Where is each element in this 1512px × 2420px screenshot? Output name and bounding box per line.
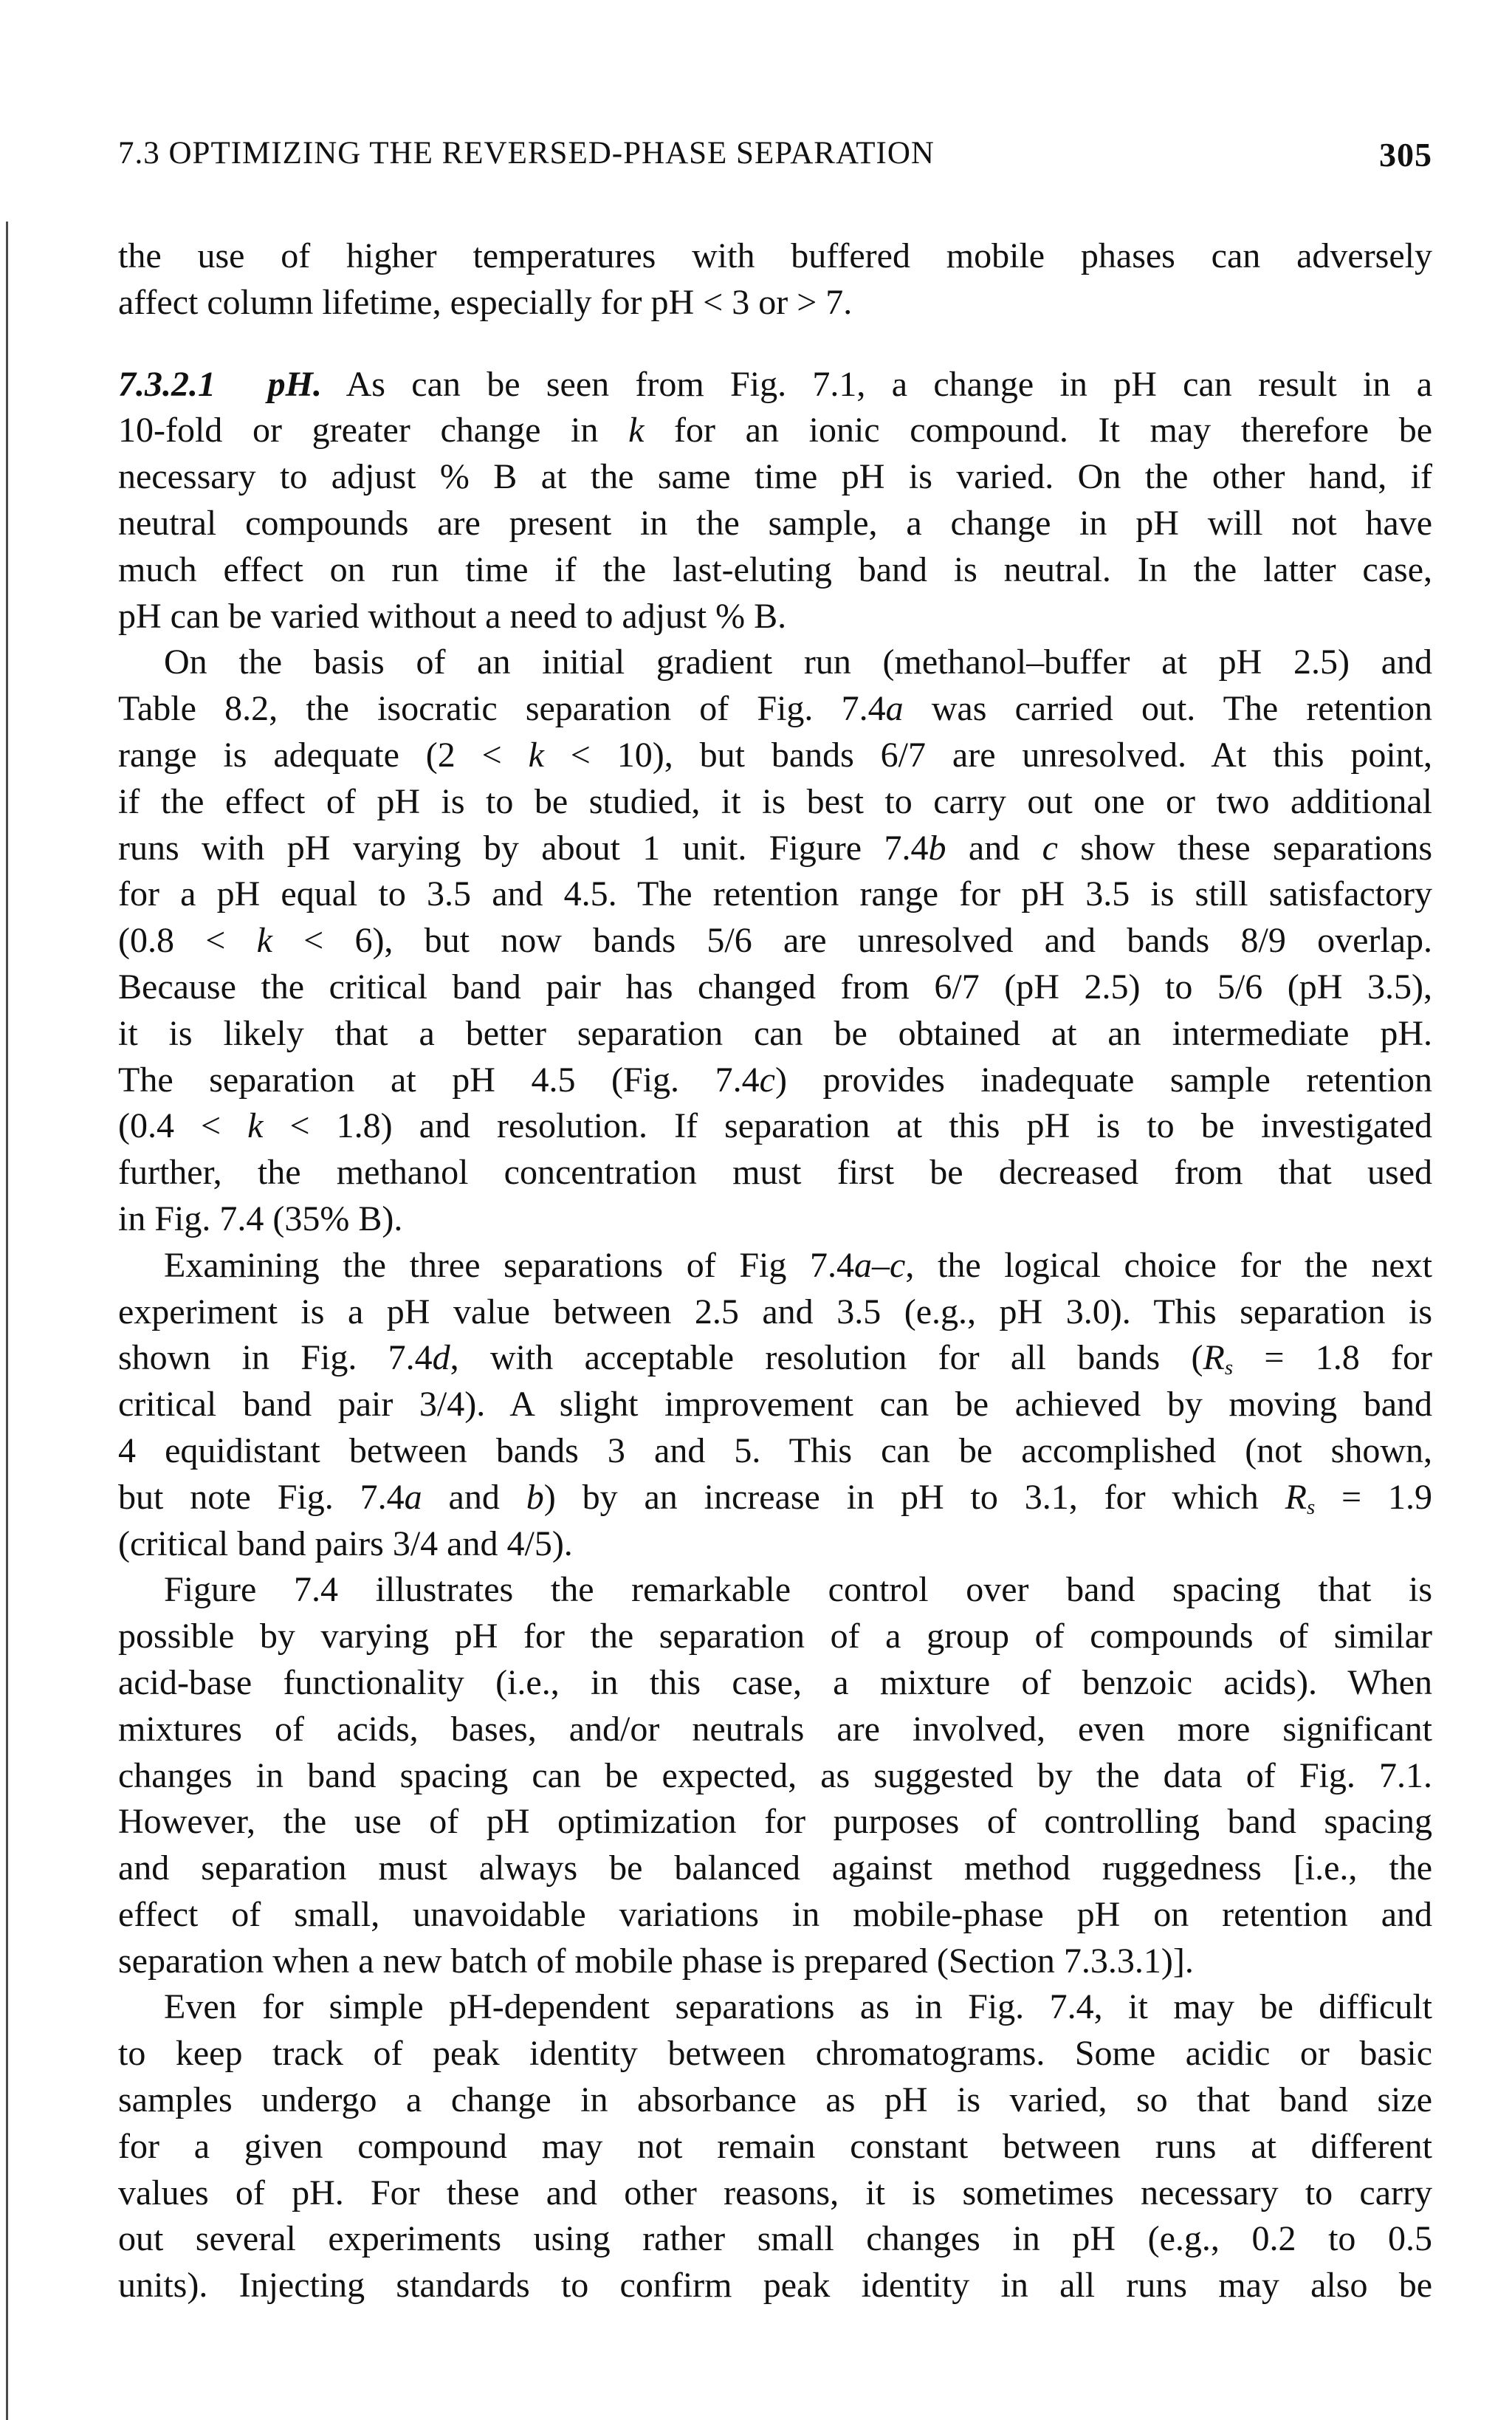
text-line: to keep track of peak identity between chromatograms. Some acidic or basic [118, 2034, 1432, 2074]
text-line: Table 8.2, the isocratic separation of Fig. 7.4a was carried out. The retention [118, 689, 1433, 729]
text-line: the use of higher temperatures with buffered mobile phases can adversely [118, 236, 1432, 275]
text-line: 4 equidistant between bands 3 and 5. This can be accomplished (not shown, [118, 1430, 1432, 1470]
text-line: for a given compound may not remain constant between runs at different [118, 2126, 1432, 2166]
text-line: it is likely that a better separation can be obtained at an intermediate pH. [118, 1013, 1432, 1053]
text-line: much effect on run time if the last-eluting band is neutral. In the latter case, [118, 549, 1432, 589]
text-line: (0.4 < k < 1.8) and resolution. If separation at this pH is to be investigated [118, 1106, 1432, 1146]
text-line: units). Injecting standards to confirm peak identity in all runs may also be [118, 2266, 1432, 2306]
text-line: out several experiments using rather small changes in pH (e.g., 0.2 to 0.5 [118, 2219, 1432, 2259]
text-line: acid-base functionality (i.e., in this case, a mixture of benzoic acids). When [118, 1662, 1432, 1702]
page-number: 305 [1379, 136, 1432, 174]
text-line: 10-fold or greater change in k for an ionic compound. It may therefore be [118, 411, 1433, 450]
text-line: shown in Fig. 7.4d, with acceptable resolution for all bands ($R_s = 1.8$ for [118, 1338, 1432, 1380]
text-line: affect column lifetime, especially for pH < 3 or > 7. [118, 282, 853, 322]
text-line: critical band pair 3/4). A slight improvement can be achieved by moving band [118, 1385, 1432, 1425]
text-line: 7.3.2.1 pH. As can be seen from Fig. 7.1, a change in pH can result in a [118, 364, 1432, 404]
text-line: for a pH equal to 3.5 and 4.5. The retention range for pH 3.5 is still satisfactory [118, 874, 1432, 914]
text-line: However, the use of pH optimization for purposes of controlling band spacing [118, 1802, 1432, 1842]
text-line: Because the critical band pair has changed from 6/7 (pH 2.5) to 5/6 (pH 3.5), [118, 967, 1432, 1007]
text-line: range is adequate (2 < k < 10), but bands 6/7 are unresolved. At this point, [118, 735, 1432, 775]
text-line: (critical band pairs 3/4 and 4/5). [118, 1523, 573, 1563]
text-line: runs with pH varying by about 1 unit. Figure 7.4b and c show these separations [118, 828, 1433, 868]
text-line: Examining the three separations of Fig 7.4a–c, the logical choice for the next [164, 1245, 1432, 1285]
text-line: values of pH. For these and other reasons, it is sometimes necessary to carry [118, 2173, 1432, 2212]
text-line: effect of small, unavoidable variations in mobile-phase pH on retention and [118, 1894, 1432, 1934]
text-line: necessary to adjust % B at the same time pH is varied. On the other hand, if [118, 457, 1432, 497]
text-line: The separation at pH 4.5 (Fig. 7.4c) provides inadequate sample retention [118, 1060, 1432, 1100]
text-line: Figure 7.4 illustrates the remarkable control over band spacing that is [164, 1570, 1432, 1610]
text-line: possible by varying pH for the separation of a group of compounds of similar [118, 1617, 1432, 1656]
text-line: but note Fig. 7.4a and b) by an increase in pH to 3.1, for which $R_s = 1.9$ [118, 1477, 1432, 1519]
text-line: in Fig. 7.4 (35% B). [118, 1199, 403, 1238]
body-text [118, 233, 1432, 2309]
text-line: Even for simple pH-dependent separations as in Fig. 7.4, it may be difficult [164, 1987, 1432, 2027]
text-line: mixtures of acids, bases, and/or neutrals are involved, even more significant [118, 1709, 1432, 1749]
text-line: samples undergo a change in absorbance as pH is varied, so that band size [118, 2080, 1432, 2120]
text-line: and separation must always be balanced against method ruggedness [i.e., the [118, 1848, 1432, 1888]
text-line: if the effect of pH is to be studied, it is best to carry out one or two additional [118, 781, 1432, 821]
page-edge-rule [6, 222, 8, 2420]
text-line: neutral compounds are present in the sample, a change in pH will not have [118, 503, 1432, 543]
running-title: 7.3 OPTIMIZING THE REVERSED-PHASE SEPARATION [118, 136, 935, 171]
text-line: experiment is a pH value between 2.5 and 3.5 (e.g., pH 3.0). This separation is [118, 1292, 1432, 1331]
text-line: pH can be varied without a need to adjust % B. [118, 596, 787, 636]
text-line: changes in band spacing can be expected, as suggested by the data of Fig. 7.1. [118, 1755, 1432, 1795]
text-line: (0.8 < k < 6), but now bands 5/6 are unresolved and bands 8/9 overlap. [118, 921, 1432, 961]
text-line: separation when a new batch of mobile phase is prepared (Section 7.3.3.1)]. [118, 1941, 1194, 1981]
text-line: On the basis of an initial gradient run (methanol–buffer at pH 2.5) and [164, 642, 1432, 682]
section-gap [118, 326, 1432, 362]
running-header [118, 135, 1432, 179]
text-line: further, the methanol concentration must first be decreased from that used [118, 1153, 1432, 1193]
